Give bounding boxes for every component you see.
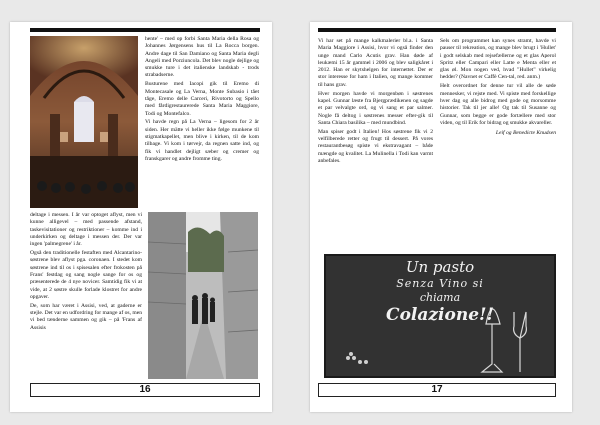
chalkboard-photo <box>324 254 556 378</box>
page-right <box>310 22 572 412</box>
paragraph: Man spiser godt i Italien! Hos søstrene fik vi 2 velfilberede retter og frugt til dessert. På vores restaurantbesøg spiste vi ekstravagant – både mængde og kvalitet. La Mulinella i Todi kan varmt anbefales. <box>318 128 433 164</box>
page-left <box>10 22 272 412</box>
paragraph: Vi har set på mange kalkmalerier bl.a. i Santa Maria Maggiore i Assisi, hvor vi også finder den unge mand Carlo Acutis grav. Han døde af leukæmi 15 år gammel i 2006 og blev saligkåret i 2012. Han er skytshelgen for internettet. Der er stor interesse for ham i Italien, og mange kommer til hans grav. <box>318 38 433 88</box>
text-column-bottom-left <box>30 212 142 334</box>
paragraph: Helt overordnet for denne tur vil alle de søde mennesker, vi rejste med. Vi spiste med forskellige hver dag og alle bidrog med gode og morsomme historier. Tak til jer alle! Og tak til Susanne og Gunnar, som begge er gode fortællere med stor viden, og til Erik for bidrag og smukke akvareller. <box>440 83 556 126</box>
paragraph: Også den traditionelle festaften med Alcantarino-søstrene blev aflyst pga. coronaen. I stedet kom søstrene ind til os i spisesalen efter frokosten på Frans' festdag og sang nogle sange for os og præsenterede de 4 nye novicer. Samtidig fik vi at vide, at 2 søstre skulle forlade klostret for andre opgaver. <box>30 250 142 300</box>
chalk-line-3: chiama <box>419 291 461 304</box>
page-number: 17 <box>318 383 556 397</box>
chalk-line-2: Senza Vino si <box>396 277 484 290</box>
chalk-line-1: Un pasto <box>405 258 475 276</box>
church-interior-photo <box>30 36 138 208</box>
text-column-top-right <box>145 36 259 165</box>
street-with-nuns-photo <box>148 212 258 379</box>
top-rule <box>30 28 260 32</box>
page-number: 16 <box>30 383 260 397</box>
paragraph: Hver morgen havde vi morgenbøn i søstrenes kapel. Gunnar læste fra Bjergprædikenen og sagde et par velvalgte ord, og vi sang et par salmer. Nogle få deltog i søstrenes messer efter-gik til Santa Chiara basilika – med mundbind. <box>318 90 433 126</box>
signature: Leif og Benedicte Knudsen <box>495 130 556 137</box>
paragraph: Vi havde regn på La Verna – ligesom for 2 år siden. Her mätte vi heller ikke følge munkene til stigmatkapellet, men blive i kirken, til de kom tilbage. Vi kom i tørvejr, da regnen satte ind, og fik vi handlet dejligt sæber og cremer og franskgarer og andre fromme ting. <box>145 119 259 162</box>
paragraph: deltage i messen. I år var optoget aflyst, men vi kunne alligevel – med passende afstand, taskevisitationer og restriktioner – komme ind i underkirken og deltage i messen der. Der var ingen 'palmegrene' i år. <box>30 212 142 248</box>
chalk-line-4: Colazione!! <box>386 305 494 325</box>
paragraph: De, som har været i Assisi, ved, at gaderne er stejle. Det var en udfordring for mange af os, men vi bed tænderne sammen og gik – på 'Frans af Assisis <box>30 302 142 331</box>
text-column-left <box>318 38 433 167</box>
top-rule <box>318 28 556 32</box>
text-column-right <box>440 38 556 139</box>
paragraph: Sels om programmet kan synes stramt, havde vi pauser til rekreation, og mange blev brugt i 'Hullet' i godt selskab med rejsefællerne og et glas Aperol Spritz eller Campari eller Latte e Menta eller et glas øl. Mon nogen ved, hvad "Hullet" virkelig hedder? (Navnet er Caffè Cen-tal, red. anm.) <box>440 38 556 81</box>
paragraph: hente' – med op forbi Santa Maria della Rosa og Johannes Jørgensens hus til La Rocca borgen. Andre dage til San Damiano og Santa Maria degli Angeli med Porziuncola. Det blev nogle dejlige og smukke ture i det italienske landskab - trods strabadserne. <box>145 36 259 79</box>
paragraph: Busturene med Iacopi gik til Eremo di Montecasale og La Verna, Monte Subasio i tået tåge, Eremo delle Carceri, Rivotorto og Spello med fårdigrestaurerede Santa Maria Maggiore, Todi og Montefalco. <box>145 81 259 117</box>
